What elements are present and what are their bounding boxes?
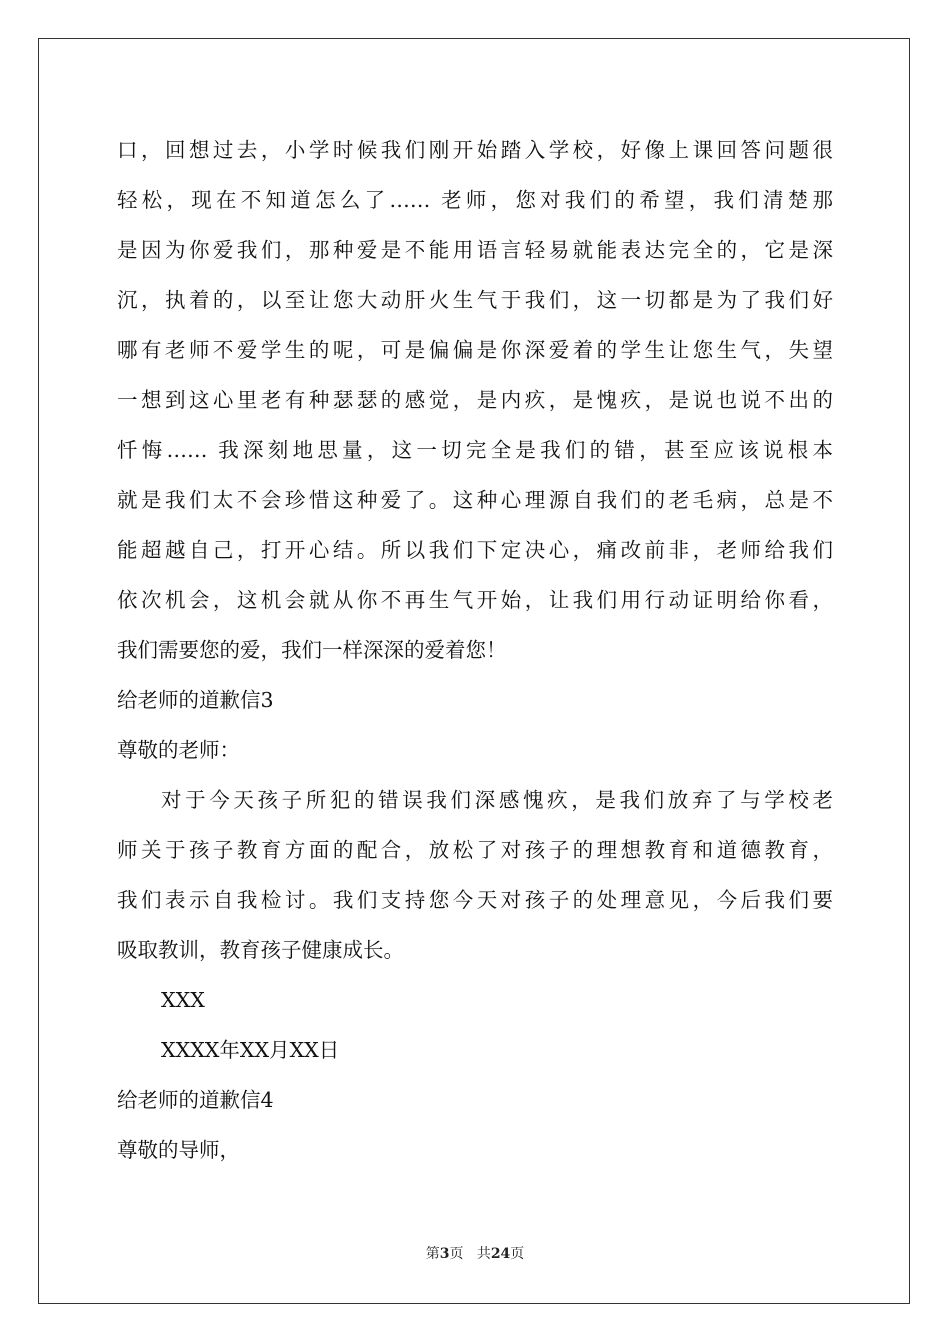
salutation: 尊敬的导师， xyxy=(117,1138,240,1162)
body-line: 忏悔…… 我深刻地思量，这一切完全是我们的错，甚至应该说根本 xyxy=(117,438,833,462)
document-body xyxy=(117,130,833,1180)
body-line: 吸取教训，教育孩子健康成长。 xyxy=(117,938,404,962)
body-line: 哪有老师不爱学生的呢，可是偏偏是你深爱着的学生让您生气，失望 xyxy=(117,338,833,362)
body-line: 对于今天孩子所犯的错误我们深感愧疚，是我们放弃了与学校老 xyxy=(161,788,833,812)
page-total: 24 xyxy=(490,1246,511,1262)
body-line: 口，回想过去，小学时候我们刚开始踏入学校，好像上课回答问题很 xyxy=(117,138,833,162)
salutation: 尊敬的老师： xyxy=(117,738,240,762)
section-heading: 给老师的道歉信4 xyxy=(117,1088,274,1112)
signature: XXX xyxy=(161,988,205,1012)
body-line: 就是我们太不会珍惜这种爱了。这种心理源自我们的老毛病，总是不 xyxy=(117,488,833,512)
total-prefix: 共 xyxy=(476,1246,491,1262)
page-footer xyxy=(0,1244,950,1264)
body-line: 师关于孩子教育方面的配合，放松了对孩子的理想教育和道德教育， xyxy=(117,838,833,862)
body-line: 我们表示自我检讨。我们支持您今天对孩子的处理意见，今后我们要 xyxy=(117,888,833,912)
total-suffix: 页 xyxy=(510,1246,525,1262)
page-prefix: 第 xyxy=(425,1246,440,1262)
body-line: 沉，执着的，以至让您大动肝火生气于我们，这一切都是为了我们好 xyxy=(117,288,833,312)
page-suffix: 页 xyxy=(449,1246,464,1262)
page-current: 3 xyxy=(439,1246,450,1262)
body-line: 一想到这心里老有种瑟瑟的感觉，是内疚，是愧疚，是说也说不出的 xyxy=(117,388,833,412)
section-heading: 给老师的道歉信3 xyxy=(117,688,274,712)
body-line: 能超越自己，打开心结。所以我们下定决心，痛改前非，老师给我们 xyxy=(117,538,833,562)
date-line: XXXX年XX月XX日 xyxy=(161,1038,340,1062)
body-line: 是因为你爱我们，那种爱是不能用语言轻易就能表达完全的，它是深 xyxy=(117,238,833,262)
body-line: 依次机会，这机会就从你不再生气开始，让我们用行动证明给你看， xyxy=(117,588,833,612)
body-line: 我们需要您的爱，我们一样深深的爱着您！ xyxy=(117,638,507,662)
body-line: 轻松，现在不知道怎么了…… 老师，您对我们的希望，我们清楚那 xyxy=(117,188,833,212)
